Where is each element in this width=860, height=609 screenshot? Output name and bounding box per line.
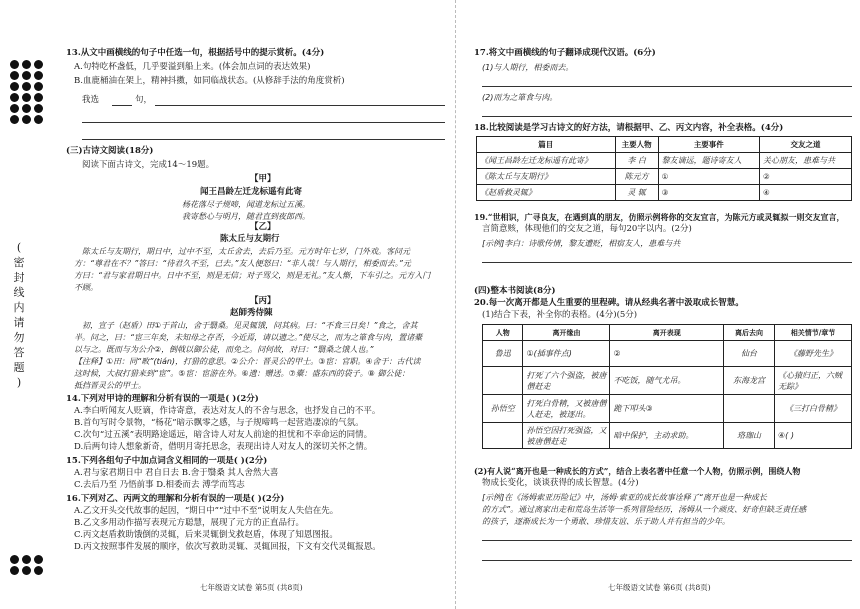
- q20-header: 离开表现: [610, 325, 724, 341]
- table-cell: 《藤野先生》: [775, 341, 852, 367]
- answer-cell[interactable]: ②: [610, 341, 724, 367]
- q16-option-a[interactable]: A.乙文开头交代故事的起因，“期日中”“过中不至”说明友人失信在先。: [74, 506, 339, 516]
- table-cell: 《赵盾救灵辄》: [477, 185, 616, 201]
- q18-header-row: [477, 137, 852, 153]
- table-cell: [483, 367, 523, 395]
- q20-table: [482, 324, 852, 449]
- q20-header: 相关情节/章节: [775, 325, 852, 341]
- answer-cell[interactable]: ①: [658, 169, 759, 185]
- table-cell: 《闻王昌龄左迁龙标遥有此寄》: [477, 153, 616, 169]
- table-row: [483, 423, 852, 449]
- q19-example: [示例]李白：诗歌传情，黎友遭贬，相宿友人，患难与共: [482, 239, 681, 248]
- q20-2-title: (2)有人说“离开也是一种成长的方式”，结合上表名著中任意一个人物，仿照示例，围绕人物: [474, 466, 801, 476]
- q16-option-c[interactable]: C.丙文赵盾救助饿倒的灵辄，后来灵辄倒戈救赵盾，体现了知恩图报。: [74, 530, 338, 540]
- text-yi-p1: 陈太丘与友期行，期日中，过中不至，太丘舍去，去后乃至。元方时年七岁，门外戏。客问元: [82, 247, 410, 256]
- table-cell: 不吃饭，随气尤吊。: [610, 367, 724, 395]
- q16-title: 16.下列对乙、丙两文的理解和分析有误的一项是( )(2分): [66, 494, 285, 504]
- q13-title: 13.从文中画横线的句子中任选一句，根据括号中的提示赏析。(4分): [66, 48, 325, 58]
- left-page-footer: 七年级语文试卷 第5页 (共8页): [200, 583, 303, 592]
- q13-sentence-label: 句，: [135, 95, 153, 105]
- text-bing-title: 赵師秀侍陳: [230, 308, 273, 318]
- q17-title: 17.将文中画横线的句子翻译成现代汉语。(6分): [474, 48, 656, 58]
- q19-line-2: 言简意赅，体现他们的交友之道，每句20字以内。(2分): [482, 224, 692, 234]
- q20-2-line-2: 物成长变化，谈谈获得的成长智慧。(4分): [482, 478, 639, 488]
- q14-title: 14.下列对甲诗的理解和分析有误的一项是( )(2分): [66, 394, 259, 404]
- q18-table: [476, 136, 852, 201]
- q13-answer-line-1[interactable]: [155, 105, 445, 106]
- table-row: [483, 395, 852, 423]
- table-cell: 打死了六个强盗，被唐僧赶走: [523, 367, 610, 395]
- table-cell: 珞珈山: [724, 423, 775, 449]
- q20-header-row: [483, 325, 852, 341]
- table-cell: 仙台: [724, 341, 775, 367]
- right-page-footer: 七年级语文试卷 第6页 (共8页): [608, 583, 711, 592]
- q15-options-cd[interactable]: C.去后乃至 乃悟前事 D.相委而去 溥学而笃志: [74, 480, 245, 490]
- q15-options-ab[interactable]: A.君与家君期日中 君自日去 B.舍于翳桑 其人舍然大喜: [74, 468, 279, 478]
- table-row: [483, 341, 852, 367]
- q20-2-example-2: 的方式”。通过离家出走和荒岛生活等一系列冒险经历，汤姆从一个顽皮、好奇但缺乏责任感: [482, 505, 807, 514]
- binding-dots-top: [10, 60, 44, 124]
- q19-answer-line[interactable]: [482, 262, 852, 263]
- binding-dots-bottom: [10, 555, 44, 575]
- text-yi-p4: 不顾。: [74, 283, 98, 292]
- answer-cell[interactable]: ②: [759, 169, 851, 185]
- seal-line-notice: ( 密 封 线 内 请 勿 答 题 ): [13, 241, 25, 389]
- q13-option-b: B.血鹿桶油在架上，精神抖擞，如同临战状态。(从修辞手法的角度赏析): [74, 76, 345, 86]
- q13-answer-line-3[interactable]: [82, 139, 445, 140]
- answer-cell[interactable]: ①(插事件点): [523, 341, 610, 367]
- section3-title: (三)古诗文阅读(18分): [66, 146, 154, 156]
- section4-title: (四)整本书阅读(8分): [474, 286, 556, 296]
- poem-jia-line-1: 杨花落尽子规啼，闻道龙标过五溪。: [182, 200, 310, 209]
- q17-sentence-1: (1)与人期行，相委而去。: [482, 63, 574, 72]
- table-cell: [724, 395, 775, 423]
- q16-option-b[interactable]: B.乙文多用动作描写表现元方聪慧，展现了元方的正直品行。: [74, 518, 304, 528]
- table-row: [477, 169, 852, 185]
- table-cell: 鲁迅: [483, 341, 523, 367]
- table-cell: 《三打白骨精》: [775, 395, 852, 423]
- text-yi-p3: 方曰：“君与家君期日中。日中不至，则是无信；对子骂父，则是无礼。”友人惭，下车引之。元方入门: [74, 271, 431, 280]
- q15-title: 15.下列各组句子中加点词含义相同的一项是( )(2分): [66, 456, 268, 466]
- text-bing-tag: 【丙】: [250, 296, 276, 306]
- q13-choice-blank[interactable]: [112, 105, 132, 106]
- q19-title: 19.“世相识，广寻良友，在遇到真的朋友，仿照示例将你的交友宜言，为陈元方或灵辄拟一则交友宣言，: [474, 212, 845, 222]
- text-bing-p4: 【注释】①田：同“畋”(tián)，打猎的意思。②公介：晋灵公的甲士。③宦：官职。④舍于：古代读: [74, 357, 421, 366]
- poem-jia-line-2: 我寄愁心与明月，随君直到夜郎西。: [182, 212, 310, 221]
- table-row: [477, 153, 852, 169]
- q13-answer-line-2[interactable]: [82, 122, 445, 123]
- table-cell: 暗中保护，主动求助。: [610, 423, 724, 449]
- q20-header: 人物: [483, 325, 523, 341]
- table-cell: 《陈太丘与友期行》: [477, 169, 616, 185]
- table-cell: 李 白: [615, 153, 658, 169]
- binding-margin: [0, 0, 60, 609]
- q14-option-c[interactable]: C.次句“过五溪”表明路途遥远，暗含诗人对友人前途的担忧和不幸命运的同情。: [74, 430, 373, 440]
- q18-header: 主要人物: [615, 137, 658, 153]
- text-bing-p2: 半。问之，曰：“宦三年矣，未知母之存否，今近焉，请以遗之。”使尽之，而为之箪食与肉，置诸橐: [74, 333, 423, 342]
- table-cell: 《心猿归正，六贼无踪》: [775, 367, 852, 395]
- q18-header: 交友之道: [759, 137, 851, 153]
- q20-2-answer-line-1[interactable]: [482, 540, 852, 541]
- text-yi-p2: 方：“尊君在不？”答曰：“待君久不至，已去。”友人便怒曰：“非人哉！与人期行，相委而去。”元: [74, 259, 411, 268]
- q20-2-example-3: 的孩子，逐渐成长为一个勇敢、珍惜友谊、乐于助人并有担当的少年。: [482, 517, 730, 526]
- answer-cell[interactable]: 跪下叩头③: [610, 395, 724, 423]
- text-yi-tag: 【乙】: [250, 222, 276, 232]
- q14-option-b[interactable]: B.首句写时令景物，“杨花”暗示飘零之感，与子规啼鸣一起营造凄凉的气氛。: [74, 418, 364, 428]
- q20-2-answer-line-2[interactable]: [482, 560, 852, 561]
- section3-intro: 阅读下面古诗文，完成14～19题。: [82, 160, 215, 170]
- text-bing-p3: 以与之。既而与为公介②，倒戟以御公徒，而免之。问何故，对曰：“翳桑之饿人也。”: [74, 345, 374, 354]
- q20-2-example-1: [示例]在《汤姆索亚历险记》中，汤姆·索亚的成长故事诠释了“离开也是一种成长: [482, 493, 767, 502]
- q14-option-a[interactable]: A.李白听闻友人贬谪，作诗寄意，表达对友人的不舍与思念，也抒发自己的不平。: [74, 406, 381, 416]
- text-bing-p5: 这时候，大叔打猎来到“宦”。⑤宦：宦游在外。⑥遗：赠送。⑦橐：盛东西的袋子。⑧ 御公徒：: [74, 369, 410, 378]
- q18-title: 18.比较阅读是学习古诗文的好方法，请根据甲、乙、丙文内容，补全表格。(4分): [474, 123, 784, 133]
- table-row: [477, 185, 852, 201]
- text-bing-p1: 初，宣子（赵盾）田①于首山，舍于翳桑。见灵辄饿，问其病。曰：“不食三日矣！”食之，舍其: [82, 321, 418, 330]
- q13-option-a: A.句特吃杯盏低，几乎要溢到船上来。(体会加点词的表达效果): [74, 62, 311, 72]
- answer-cell[interactable]: ④: [759, 185, 851, 201]
- q17-answer-line-2[interactable]: [482, 116, 852, 117]
- table-cell: [483, 423, 523, 449]
- table-cell: 黎友谪远，题诗寄友人: [658, 153, 759, 169]
- q13-choose-label: 我选: [82, 95, 100, 105]
- table-cell: 陈元方: [615, 169, 658, 185]
- q20-1-title: (1)结合下表，补全你的表格。(4分)(5分): [482, 310, 638, 320]
- q16-option-d[interactable]: D.丙文按照事件发展的顺序，依次写救助灵辄、灵辄回报，下文有交代灵辄报恩。: [74, 542, 381, 552]
- q20-header: 离后去向: [724, 325, 775, 341]
- table-cell: 打死白骨精，又被唐僧人赶走，被逐出。: [523, 395, 610, 423]
- answer-cell[interactable]: ③: [658, 185, 759, 201]
- q20-title: 20.每一次离开都是人生重要的里程碑。请从经典名著中汲取成长智慧。: [474, 298, 744, 308]
- table-cell: 东海龙宫: [724, 367, 775, 395]
- q17-answer-line-1[interactable]: [482, 86, 852, 87]
- table-cell: 孙悟空: [483, 395, 523, 423]
- q17-sentence-2: (2)而为之箪食与肉。: [482, 93, 558, 102]
- text-yi-title: 陈太丘与友期行: [220, 234, 280, 244]
- text-bing-p6: 抵挡晋灵公的甲士。: [74, 381, 146, 390]
- q18-header: 主要事件: [658, 137, 759, 153]
- table-cell: 关心朋友，患难与共: [759, 153, 851, 169]
- table-row: [483, 367, 852, 395]
- table-cell: 孙悟空因打死强盗，又被唐僧赶走: [523, 423, 610, 449]
- page-divider: [455, 0, 456, 609]
- poem-jia-title: 闻王昌龄左迁龙标遥有此寄: [200, 187, 303, 197]
- poem-jia-tag: 【甲】: [250, 174, 276, 184]
- q20-header: 离开缘由: [523, 325, 610, 341]
- q14-option-d[interactable]: D.后两句诗人想象新奇，借明月寄托思念，表现出诗人对友人的深切关怀之情。: [74, 442, 373, 452]
- table-cell: 灵 辄: [615, 185, 658, 201]
- answer-cell[interactable]: ④( ): [775, 423, 852, 449]
- q18-header: 篇目: [477, 137, 616, 153]
